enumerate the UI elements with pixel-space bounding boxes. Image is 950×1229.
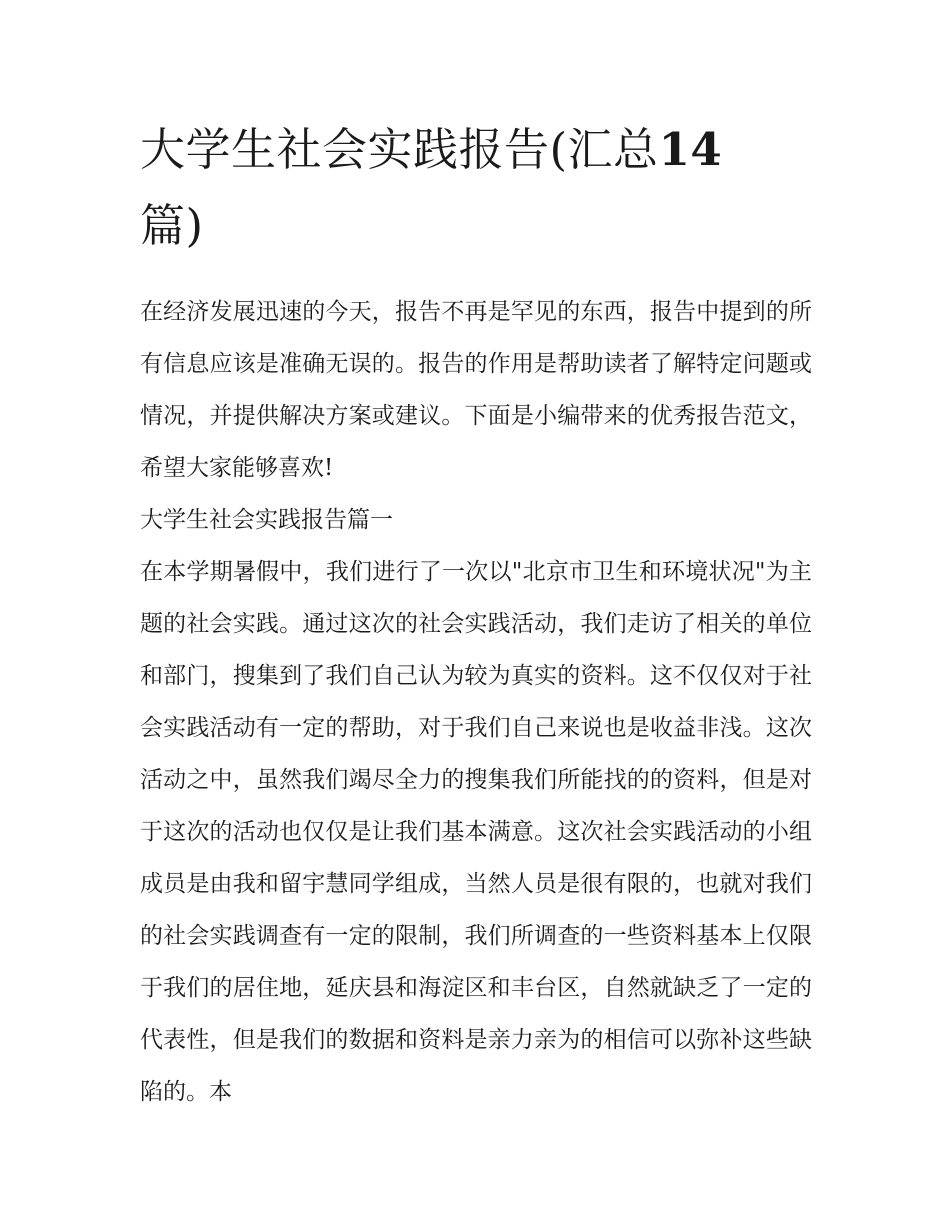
title-main-text: 大学生社会实践报告(汇总 xyxy=(140,123,659,176)
document-page xyxy=(140,112,812,1118)
intro-paragraph: 在经济发展迅速的今天，报告不再是罕见的东西，报告中提到的所有信息应该是准确无误的。报告的作用是帮助读者了解特定问题或情况，并提供解决方案或建议。下面是小编带来的优秀报告范文，希望大家能够喜欢! xyxy=(140,299,812,481)
body-paragraph: 在本学期暑假中，我们进行了一次以"北京市卫生和环境状况"为主题的社会实践。通过这次的社会实践活动，我们走访了相关的单位和部门，搜集到了我们自己认为较为真实的资料。这不仅仅对于社会实践活动有一定的帮助，对于我们自己来说也是收益非浅。这次活动之中，虽然我们竭尽全力的搜集我们所能找的的资料，但是对于这次的活动也仅仅是让我们基本满意。这次社会实践活动的小组成员是由我和留宇慧同学组成，当然人员是很有限的，也就对我们的社会实践调查有一定的限制，我们所调查的一些资料基本上仅限于我们的居住地，延庆县和海淀区和丰台区，自然就缺乏了一定的代表性，但是我们的数据和资料是亲力亲为的相信可以弥补这些缺陷的。本 xyxy=(140,559,812,1105)
section-heading: 大学生社会实践报告篇一 xyxy=(140,507,393,533)
title-tail-text: 篇) xyxy=(140,199,204,252)
title-number: 14 xyxy=(658,123,723,176)
document-title xyxy=(140,112,812,264)
